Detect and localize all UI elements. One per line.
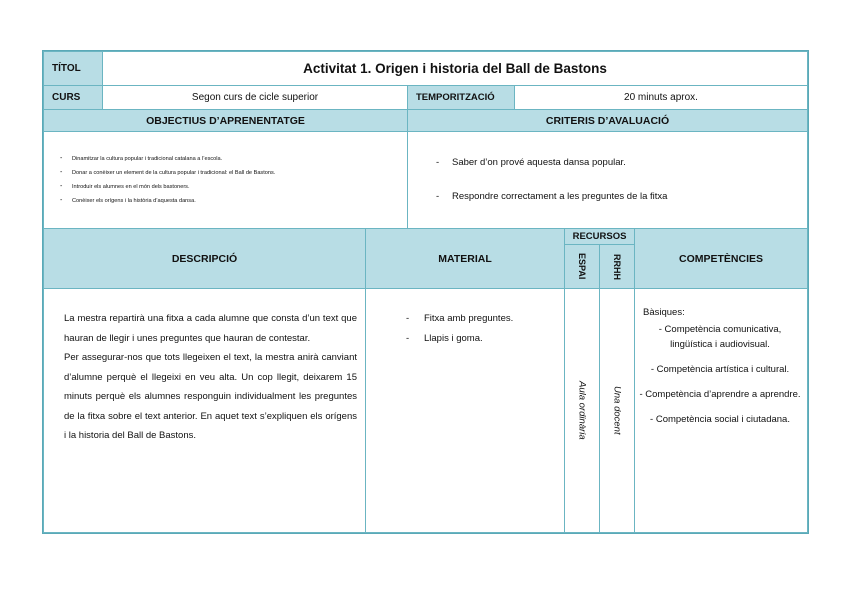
descripcio-paragraph: La mestra repartirà una fitxa a cada alumne que consta d’un text que hauran de llegir i unes preguntes que hauran de contestar.: [64, 313, 357, 344]
activity-table: [43, 228, 808, 533]
criteri-item: - Saber d’on prové aquesta dansa popular.: [436, 146, 807, 180]
espai-heading-text: ESPAI: [577, 253, 587, 280]
competencies-cell: [635, 289, 808, 533]
objectiu-item: - Introduir els alumnes en el món dels bastoners.: [62, 180, 407, 194]
rrhh-value: Una docent: [611, 386, 623, 435]
objectius-heading: OBJECTIUS D’APRENENTATGE: [44, 110, 408, 132]
material-heading: MATERIAL: [366, 229, 565, 289]
material-cell: [366, 289, 565, 533]
recursos-heading: RECURSOS: [565, 229, 635, 245]
criteris-cell: [408, 132, 808, 229]
descripcio-paragraph: Per assegurar-nos que tots llegeixen el text, la mestra anirà canviant d’alumne perquè el llegeixi en veu alta. Un cop llegit, deixarem 15 minuts perquè els alumnes responguin individualment les preguntes de la fitxa sobre el text anterior. En aquet text s’expliquen els orígens i la historia del Ball de Bastons.: [64, 352, 357, 441]
material-item: - Fitxa amb preguntes.: [406, 309, 564, 329]
competencia-item: - Competència artística i cultural.: [650, 364, 790, 375]
competencia-item: - Competència d’aprendre a aprendre.: [639, 389, 801, 400]
activity-title: Activitat 1. Origen i historia del Ball de Bastons: [103, 52, 808, 86]
descripcio-cell: [44, 289, 366, 533]
rrhh-heading: [600, 245, 635, 289]
temporitzacio-value: 20 minuts aprox.: [515, 86, 808, 110]
espai-heading: [565, 245, 600, 289]
espai-cell: [565, 289, 600, 533]
temporitzacio-label: TEMPORITZACIÓ: [408, 86, 515, 110]
descripcio-heading: DESCRIPCIÓ: [44, 229, 366, 289]
criteris-list: [408, 146, 807, 214]
activity-sheet: [42, 50, 809, 534]
competencia-item: - Competència comunicativa, lingüística i audiovisual.: [658, 324, 782, 350]
objectiu-item: - Conèixer els orígens i la història d’aquesta dansa.: [62, 194, 407, 208]
objectius-cell: [44, 132, 408, 229]
title-label: TÍTOL: [44, 52, 103, 86]
competencia-item: - Competència social i ciutadana.: [650, 414, 790, 425]
rrhh-heading-text: RRHH: [612, 253, 622, 280]
curs-value: Segon curs de cicle superior: [103, 86, 408, 110]
header-table: [43, 51, 808, 229]
objectiu-item: - Dinamitzar la cultura popular i tradicional catalana a l’escola.: [62, 152, 407, 166]
competencies-heading: COMPETÈNCIES: [635, 229, 808, 289]
objectiu-item: - Donar a conèixer un element de la cultura popular i tradicional: el Ball de Bastons.: [62, 166, 407, 180]
criteri-item: - Respondre correctament a les preguntes de la fitxa: [436, 180, 807, 214]
material-list: [366, 309, 564, 349]
competencies-lead: Bàsiques:: [643, 307, 685, 318]
rrhh-cell: [600, 289, 635, 533]
material-item: - Llapis i goma.: [406, 329, 564, 349]
objectius-list: [44, 152, 407, 208]
espai-value: Aula ordinària: [576, 381, 588, 440]
curs-label: CURS: [44, 86, 103, 110]
criteris-heading: CRITERIS D’AVALUACIÓ: [408, 110, 808, 132]
